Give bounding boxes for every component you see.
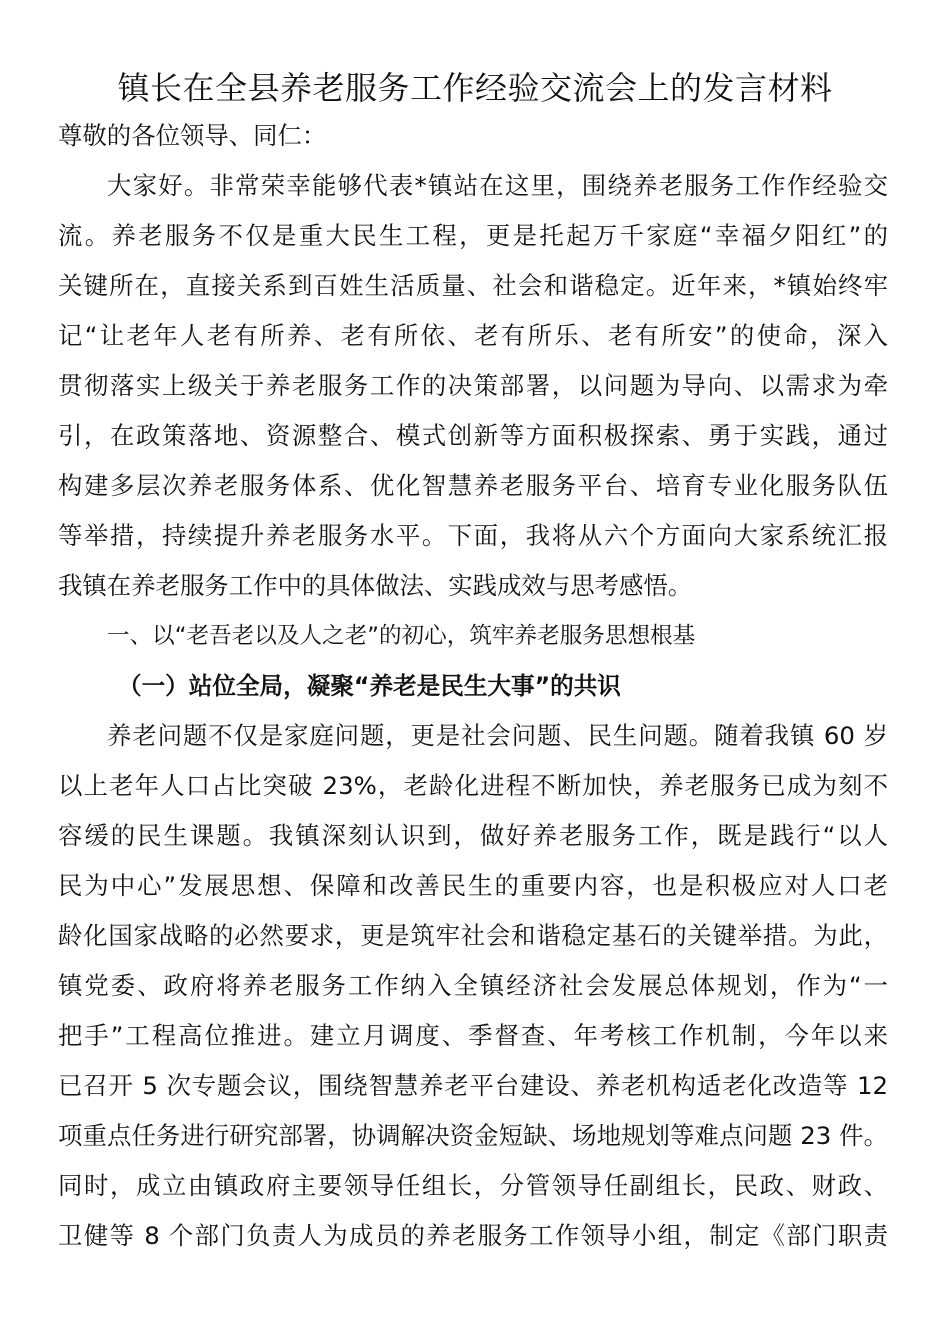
body-line: 龄化国家战略的必然要求，更是筑牢社会和谐稳定基石的关键举措。为此， [58,921,888,950]
intro-line: 流。养老服务不仅是重大民生工程，更是托起万千家庭“幸福夕阳红”的 [58,221,888,250]
body-line: 容缓的民生课题。我镇深刻认识到，做好养老服务工作，既是践行“以人 [58,821,888,850]
intro-line: 大家好。非常荣幸能够代表*镇站在这里，围绕养老服务工作作经验交 [107,171,888,200]
intro-line: 我镇在养老服务工作中的具体做法、实践成效与思考感悟。 [58,571,693,600]
body-line: 项重点任务进行研究部署，协调解决资金短缺、场地规划等难点问题 23 件。 [58,1121,888,1150]
intro-line: 关键所在，直接关系到百姓生活质量、社会和谐稳定。近年来，*镇始终牢 [58,271,888,300]
body-line: 以上老年人口占比突破 23%，老龄化进程不断加快，养老服务已成为刻不 [58,771,888,800]
body-line: 卫健等 8 个部门负责人为成员的养老服务工作领导小组，制定《部门职责 [58,1221,888,1250]
intro-line: 记“让老年人老有所养、老有所依、老有所乐、老有所安”的使命，深入 [58,321,888,350]
body-line: 已召开 5 次专题会议，围绕智慧养老平台建设、养老机构适老化改造等 12 [58,1071,888,1100]
salutation: 尊敬的各位领导、同仁： [58,121,327,150]
body-line: 民为中心”发展思想、保障和改善民生的重要内容，也是积极应对人口老 [58,871,888,900]
body-line: 把手”工程高位推进。建立月调度、季督查、年考核工作机制，今年以来 [58,1021,888,1050]
body-line: 同时，成立由镇政府主要领导任组长，分管领导任副组长，民政、财政、 [58,1171,888,1200]
subsection-heading: （一）站位全局，凝聚“养老是民生大事”的共识 [118,672,621,700]
intro-line: 构建多层次养老服务体系、优化智慧养老服务平台、培育专业化服务队伍 [58,471,888,500]
intro-line: 等举措，持续提升养老服务水平。下面，我将从六个方面向大家系统汇报 [58,521,888,550]
body-line: 养老问题不仅是家庭问题，更是社会问题、民生问题。随着我镇 60 岁 [107,721,888,750]
intro-line: 引，在政策落地、资源整合、模式创新等方面积极探索、勇于实践，通过 [58,421,888,450]
body-line: 镇党委、政府将养老服务工作纳入全镇经济社会发展总体规划，作为“一 [58,971,888,1000]
intro-line: 贯彻落实上级关于养老服务工作的决策部署，以问题为导向、以需求为牵 [58,371,888,400]
section-heading: 一、以“老吾老以及人之老”的初心，筑牢养老服务思想根基 [107,623,696,649]
document-title: 镇长在全县养老服务工作经验交流会上的发言材料 [117,69,833,107]
